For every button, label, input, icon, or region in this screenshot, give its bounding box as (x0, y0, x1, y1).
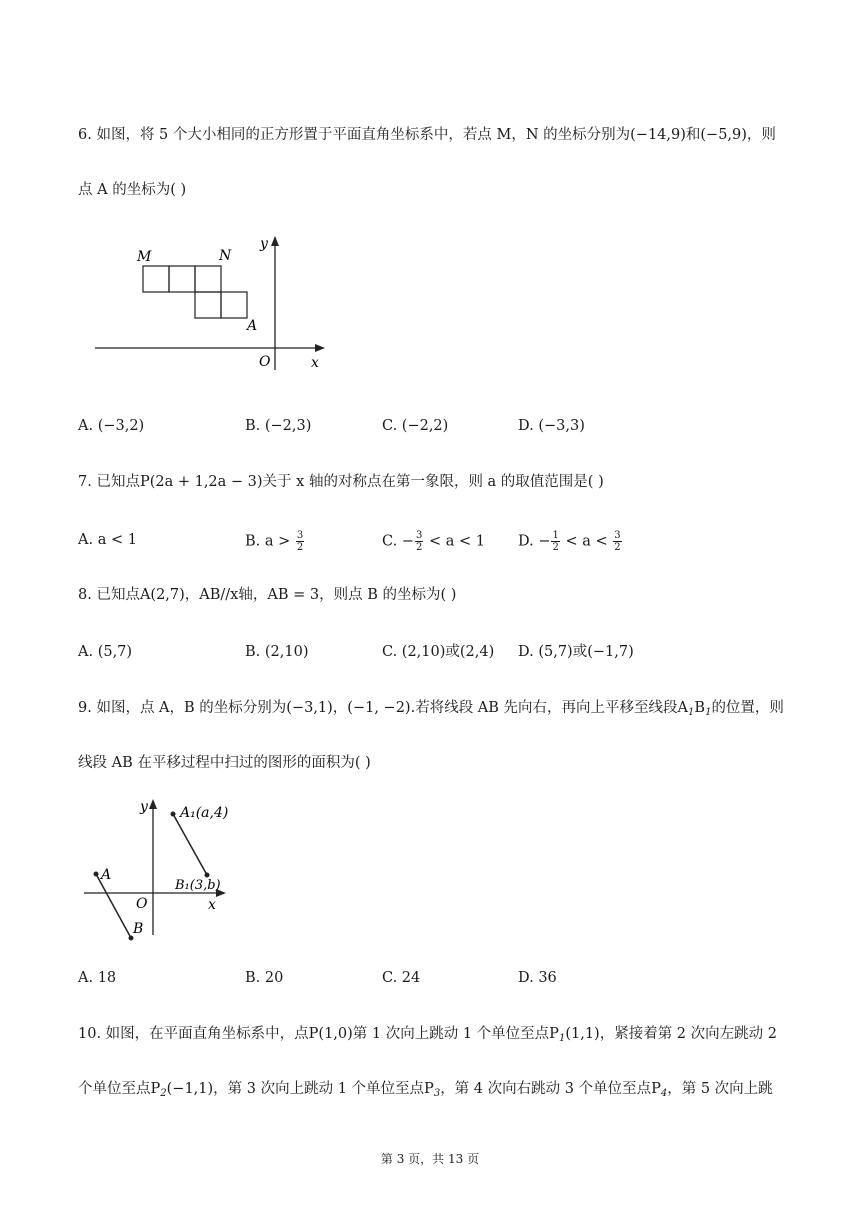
q6-label-a: A (247, 318, 258, 334)
q6-option-d: D. (−3,3) (518, 418, 585, 434)
q6-line2: 点 A 的坐标为( ) (78, 182, 187, 198)
q10-line2: 个单位至点$P_2(-1,1)$，第 3 次向上跳动 1 个单位至点$P_3$，第 4 次向右跳动 3 个单位至点$P_4$，第 5 次向上跳 (78, 1081, 773, 1099)
page-footer: 第 3 页，共 13 页 (380, 1152, 480, 1166)
q6-option-c: C. (−2,2) (382, 418, 449, 434)
q6-figure (85, 230, 345, 380)
q6-label-n: N (219, 248, 232, 264)
q9-figure (80, 795, 250, 945)
q6-label-x: x (311, 355, 319, 371)
q8-option-d: D. (5,7)或(−1,7) (518, 644, 634, 660)
q6-label-o: O (259, 354, 271, 370)
q6-label-y: y (260, 236, 268, 252)
q10-line1: 10. 如图，在平面直角坐标系中，点P(1,0)第 1 次向上跳动 1 个单位至点$P_1(1,1)$，紧接着第 2 次向左跳动 2 (78, 1026, 777, 1044)
q7-option-b: B. a > $\frac{3}{2}$ (245, 530, 304, 553)
q9-option-c: C. 24 (382, 970, 421, 986)
q6-line1: 6. 如图，将 5 个大小相同的正方形置于平面直角坐标系中，若点 M，N 的坐标分别为(−14,9)和(−5,9)，则 (78, 127, 776, 143)
q8-line1: 8. 已知点A(2,7)，AB//x轴，AB = 3，则点 B 的坐标为( ) (78, 587, 457, 603)
q9-label-a: A (101, 867, 112, 883)
q7-option-a: A. a < 1 (78, 532, 137, 548)
q9-option-a: A. 18 (78, 970, 117, 986)
q9-option-b: B. 20 (245, 970, 284, 986)
q8-option-a: A. (5,7) (78, 644, 133, 660)
q9-label-o: O (136, 896, 148, 912)
q9-option-d: D. 36 (518, 970, 557, 986)
q7-option-d: D. − $\frac{1}{2}$ < a < $\frac{3}{2}$ (518, 530, 621, 553)
q7-line1: 7. 已知点P(2a + 1,2a − 3)关于 x 轴的对称点在第一象限，则 a 的取值范围是( ) (78, 474, 604, 490)
q9-label-a1: A₁(a,4) (180, 805, 229, 821)
q9-label-b1: B₁(3,b) (175, 878, 221, 893)
q8-option-b: B. (2,10) (245, 644, 309, 660)
q9-line2: 线段 AB 在平移过程中扫过的图形的面积为( ) (78, 755, 371, 771)
q6-option-a: A. (−3,2) (78, 418, 145, 434)
q6-label-m: M (137, 249, 152, 265)
q7-option-c: C. − $\frac{3}{2}$ < a < 1 (382, 530, 485, 553)
q6-option-b: B. (−2,3) (245, 418, 312, 434)
q9-label-y: y (140, 799, 148, 815)
q9-line1: 9. 如图，点 A，B 的坐标分别为(−3,1)，(−1, −2).若将线段 AB 先向右，再向上平移至线段$A_1B_1$的位置，则 (78, 700, 784, 718)
q9-label-b: B (133, 921, 144, 937)
q9-label-x: x (208, 897, 216, 913)
q8-option-c: C. (2,10)或(2,4) (382, 644, 495, 660)
